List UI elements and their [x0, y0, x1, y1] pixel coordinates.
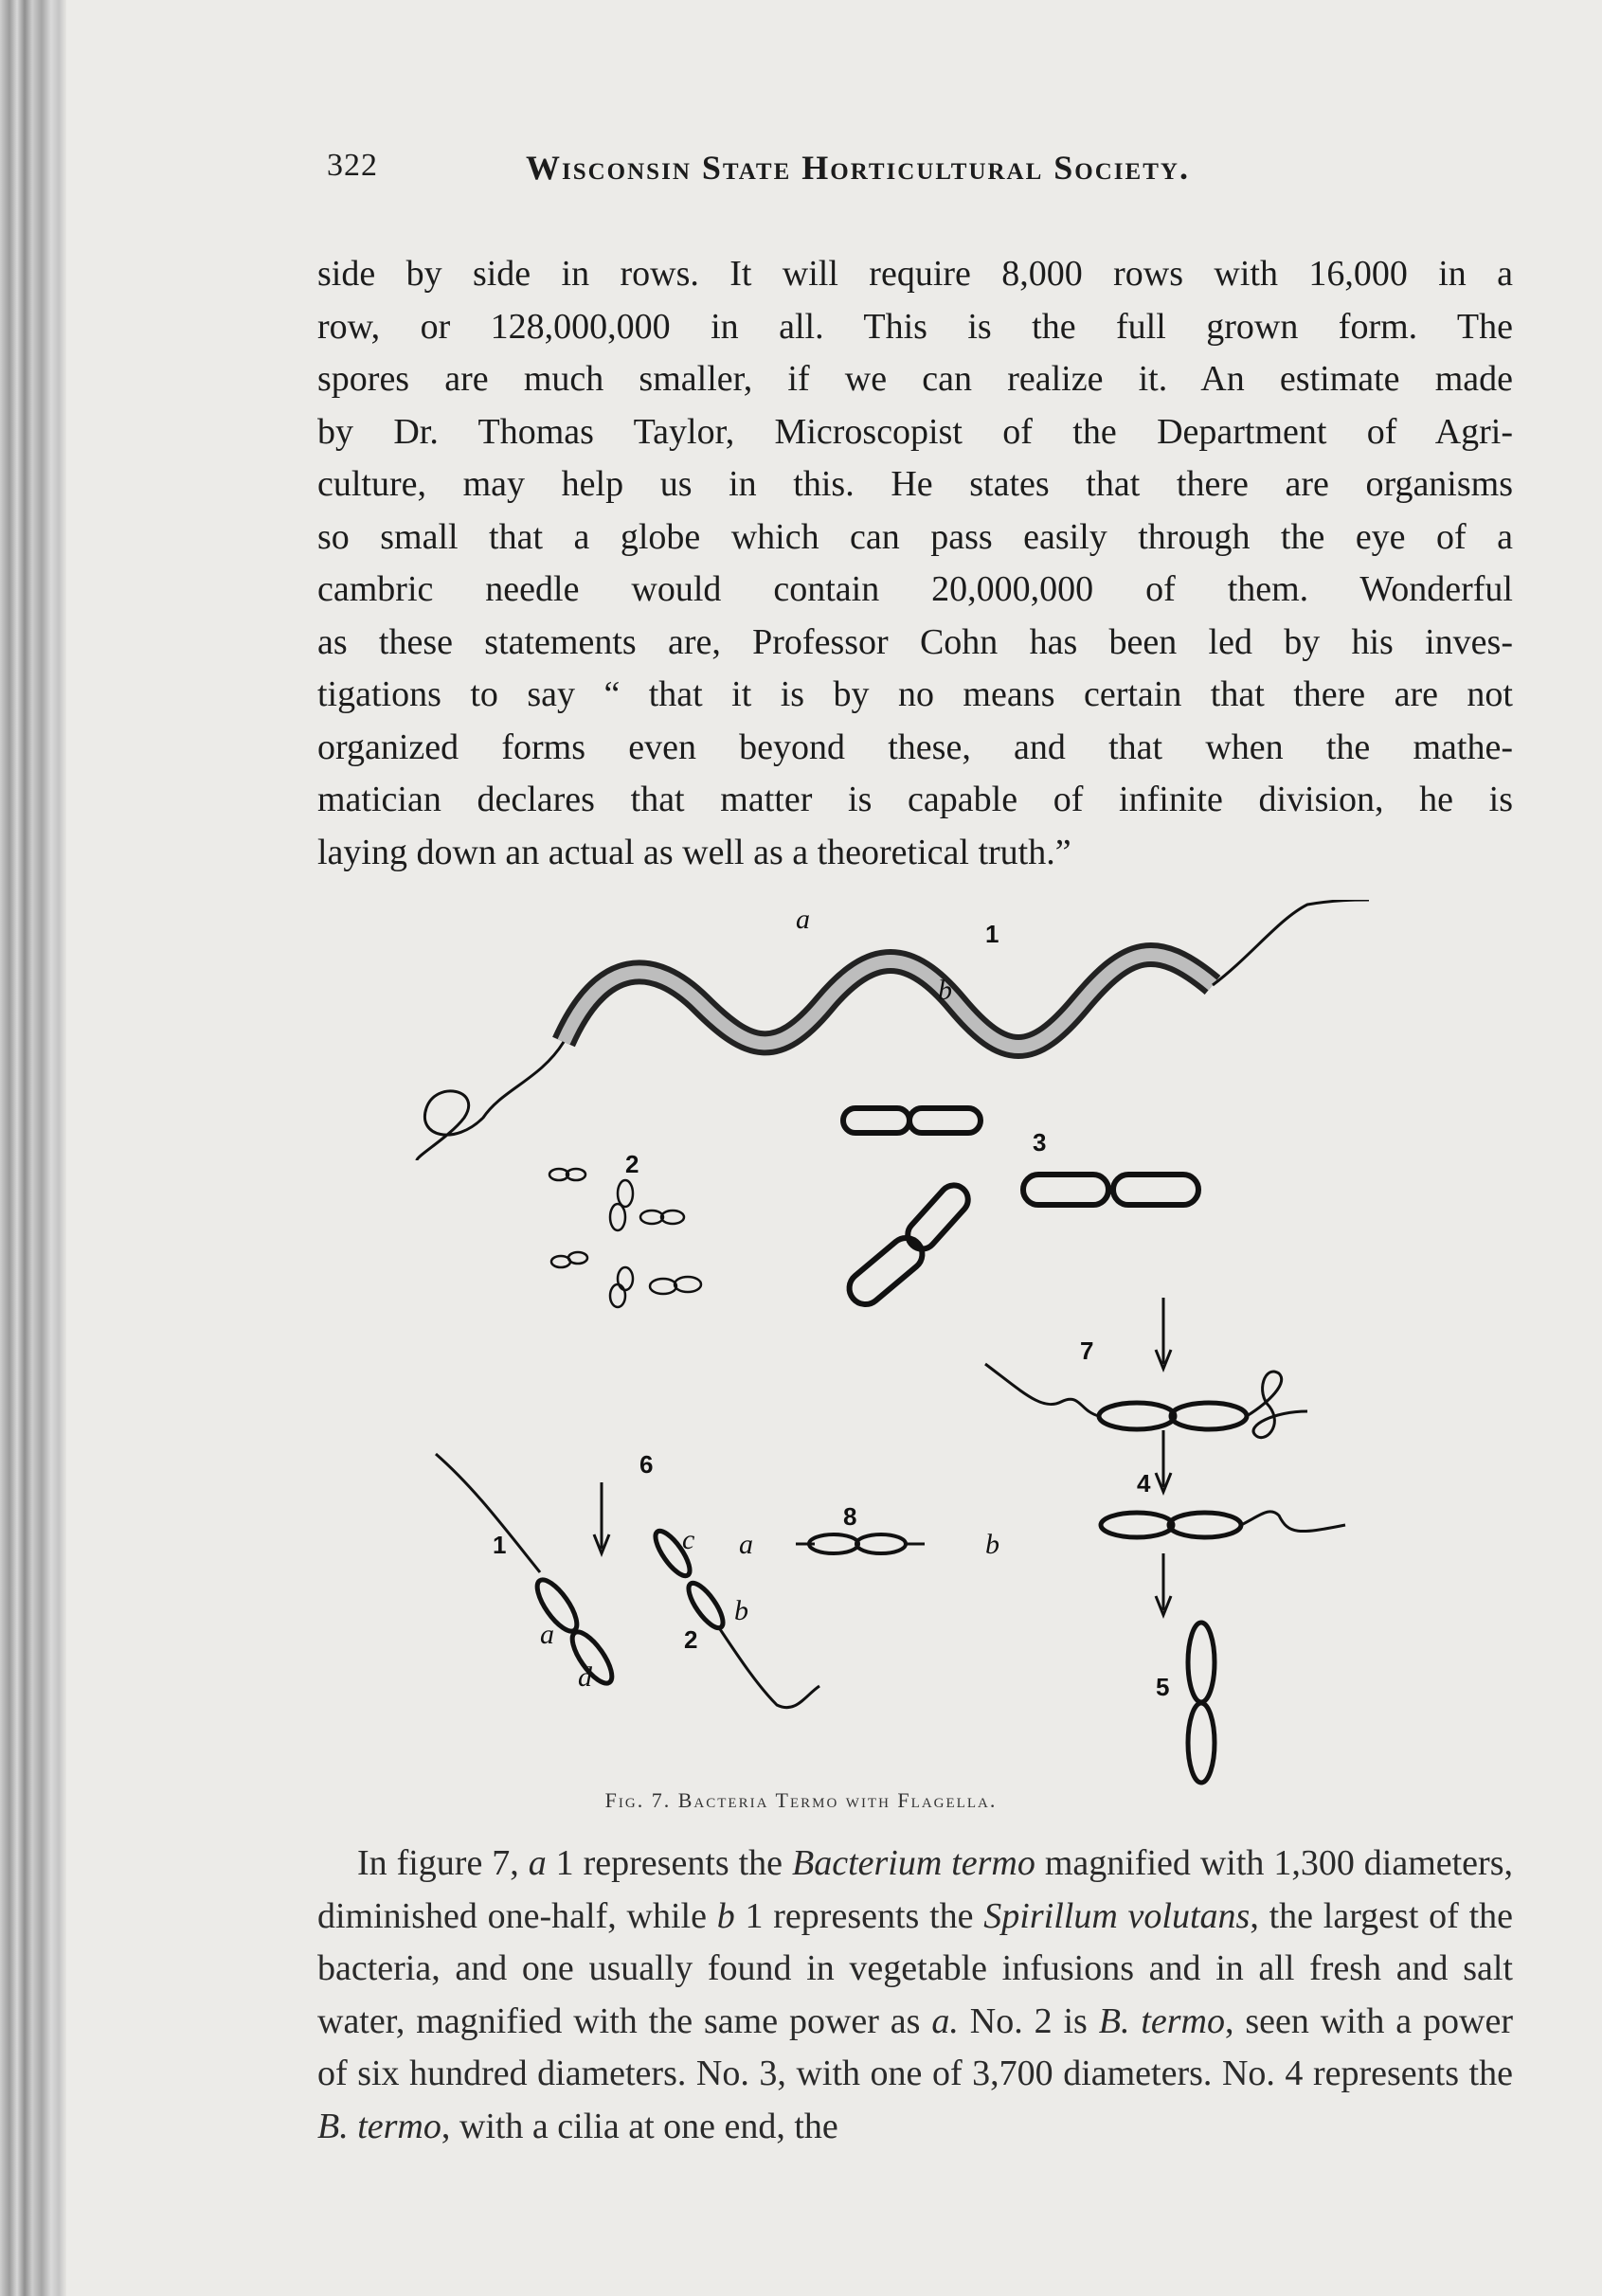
label-a-top: a [796, 904, 810, 935]
group-2-cells [549, 1169, 701, 1307]
label-3: 3 [1033, 1128, 1047, 1157]
arrow-4 [1156, 1430, 1171, 1492]
paragraph-1-line: spores are much smaller, if we can realize it. An estimate made [317, 359, 1513, 399]
p2-italic-3: b [716, 1895, 735, 1936]
chain-7-flagellum-right [1247, 1372, 1307, 1438]
paragraph-1-line: organized forms even beyond these, and that when the mathe- [317, 726, 1513, 767]
paragraph-1-line: tigations to say “ that it is by no means certain that there are not [317, 674, 1513, 714]
label-5: 5 [1156, 1673, 1170, 1701]
paragraph-1-line: laying down an actual as well as a theoretical truth.” [317, 832, 1071, 872]
p2-text-1: In figure 7, [357, 1843, 529, 1883]
chain-7-flagellum-left [985, 1364, 1099, 1416]
chain-4-flagellum [1241, 1512, 1345, 1532]
running-head: Wisconsin State Horticultural Society. [526, 149, 1190, 187]
p2-italic-1: a [528, 1843, 547, 1883]
paragraph-1-line: cambric needle would contain 20,000,000 of them. Wonderful [317, 569, 1513, 609]
p2-italic-6: B. termo [1098, 2000, 1225, 2041]
paragraph-1-line: culture, may help us in this. He states that there are organisms [317, 464, 1513, 504]
arrow-5 [1156, 1553, 1171, 1615]
group-3-cells [843, 1108, 1198, 1311]
label-b-top: b [938, 975, 952, 1006]
paragraph-1 [317, 248, 1513, 879]
figure-caption: Fig. 7. Bacteria Termo with Flagella. [604, 1788, 998, 1812]
label-1-left: 1 [493, 1531, 507, 1559]
label-8: 8 [843, 1502, 857, 1531]
arrow-6 [594, 1482, 609, 1553]
label-2-left: 2 [684, 1625, 698, 1654]
paragraph-1-line: as these statements are, Professor Cohn has been led by his inves- [317, 621, 1513, 662]
paragraph-1-line: row, or 128,000,000 in all. This is the full grown form. The [317, 306, 1513, 347]
bacteria-engraving [398, 900, 1468, 1800]
p2-italic-4: Spirillum volutans [983, 1895, 1251, 1936]
p2-text-5: , the largest of the bacteria, and one usually found in vegetable infusions and in all fresh and salt water, magnified with the same power as [317, 1895, 1514, 2041]
label-b-mid: b [985, 1529, 999, 1560]
spirillum-flagellum-right [1213, 900, 1369, 985]
label-c-left: c [682, 1524, 695, 1555]
paragraph-1-line: matician declares that matter is capable of infinite division, he is [317, 780, 1513, 819]
label-1-top: 1 [985, 920, 999, 948]
paragraph-2 [317, 1838, 1513, 2153]
label-a-left: a [540, 1619, 554, 1650]
p2-text-8: , with a cilia at one end, the [441, 2106, 838, 2146]
label-4: 4 [1137, 1469, 1151, 1498]
chain-6-right-flagellum [720, 1629, 819, 1708]
label-6: 6 [639, 1450, 654, 1479]
p2-italic-5: a. [931, 2000, 959, 2041]
p2-text-2: 1 represents the [546, 1843, 792, 1883]
p2-text-7: , seen with a power of six hundred diameters. No. 3, with one of 3,700 diameters. No. 4 represents the [317, 2000, 1513, 2093]
page-header [327, 142, 1331, 199]
paragraph-1-line: so small that a globe which can pass easily through the eye of a [317, 516, 1513, 557]
p2-italic-7: B. termo [317, 2106, 441, 2146]
spirillum-flagellum-left [417, 1042, 564, 1160]
book-gutter [0, 0, 66, 2296]
p2-italic-2: Bacterium termo [791, 1843, 1035, 1883]
label-2: 2 [625, 1150, 639, 1178]
figure-bacteria-illustration [398, 900, 1468, 1800]
paragraph-1-line: side by side in rows. It will require 8,000 rows with 16,000 in a [317, 254, 1513, 294]
p2-text-3: magnified with 1,300 diameters, diminished one-half, while [317, 1843, 1513, 1936]
label-b-left: b [734, 1595, 748, 1626]
chain-6-left-flagellum [436, 1454, 540, 1572]
arrow-7 [1156, 1298, 1171, 1369]
p2-text-4: 1 represents the [734, 1895, 984, 1936]
p2-text-6: No. 2 is [958, 2000, 1099, 2041]
label-a-mid: a [739, 1529, 753, 1560]
page-number: 322 [327, 148, 378, 183]
paragraph-1-line: by Dr. Thomas Taylor, Microscopist of the Department of Agri- [317, 411, 1513, 452]
label-d-left: d [578, 1661, 592, 1693]
label-7: 7 [1080, 1336, 1094, 1365]
